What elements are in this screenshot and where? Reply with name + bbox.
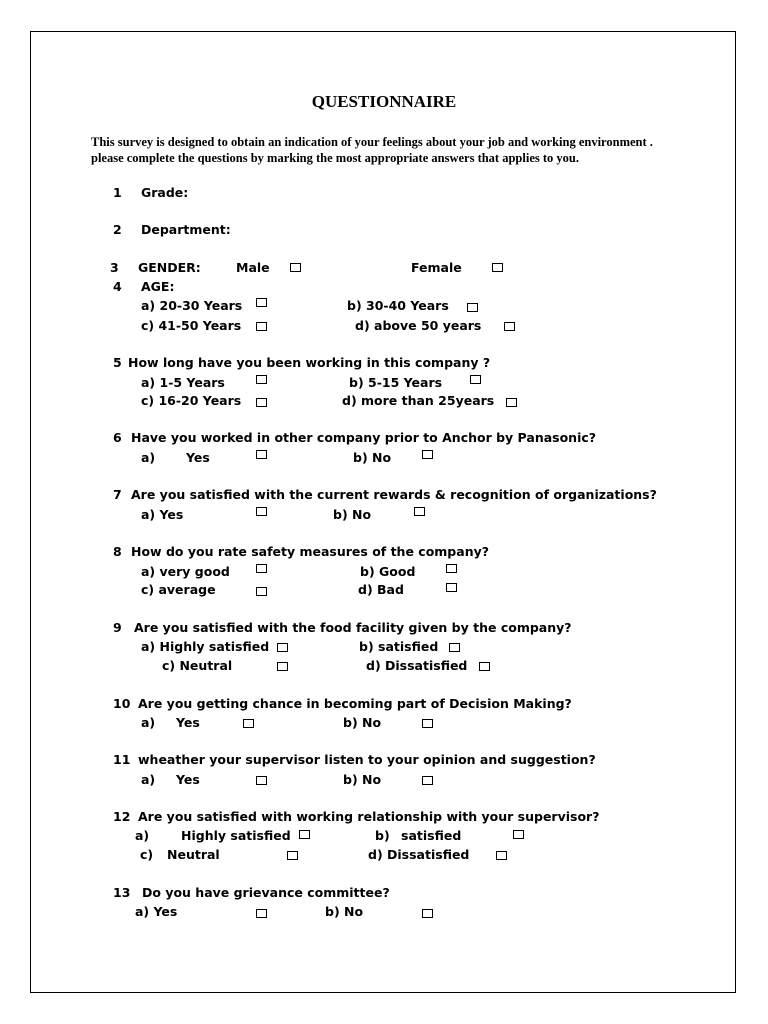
q5-number: 5 bbox=[113, 355, 122, 370]
q9-a-checkbox[interactable] bbox=[277, 643, 288, 652]
q5-option-d: d) more than 25years bbox=[342, 393, 495, 408]
q11-yes-checkbox[interactable] bbox=[256, 776, 267, 785]
q9-option-a: a) Highly satisfied bbox=[141, 639, 270, 654]
q8-option-b: b) Good bbox=[360, 564, 416, 579]
q10-text: Are you getting chance in becoming part of Decision Making? bbox=[138, 696, 572, 711]
q13-yes-checkbox[interactable] bbox=[256, 909, 267, 918]
q11-option-yes: Yes bbox=[176, 772, 200, 787]
q10-option-b: b) No bbox=[343, 715, 382, 730]
q3-text: GENDER: bbox=[138, 260, 201, 275]
q8-d-checkbox[interactable] bbox=[446, 583, 457, 592]
q9-option-b: b) satisfied bbox=[359, 639, 439, 654]
q6-option-a: a) bbox=[141, 450, 156, 465]
q11-option-b: b) No bbox=[343, 772, 382, 787]
q12-number: 12 bbox=[113, 809, 131, 824]
q5-text: How long have you been working in this company ? bbox=[128, 355, 491, 370]
q5-d-checkbox[interactable] bbox=[506, 398, 517, 407]
q12-c-checkbox[interactable] bbox=[287, 851, 298, 860]
q1-text: Grade: bbox=[141, 185, 189, 200]
q10-option-a: a) bbox=[141, 715, 156, 730]
q4-option-d: d) above 50 years bbox=[355, 318, 482, 333]
q8-option-c: c) average bbox=[141, 582, 216, 597]
q12-option-c: c) bbox=[140, 847, 154, 862]
q5-option-c: c) 16-20 Years bbox=[141, 393, 242, 408]
q8-text: How do you rate safety measures of the company? bbox=[131, 544, 489, 559]
q12-option-d: d) Dissatisfied bbox=[368, 847, 470, 862]
q5-option-b: b) 5-15 Years bbox=[349, 375, 443, 390]
q7-text: Are you satisfied with the current rewards & recognition of organizations? bbox=[131, 487, 657, 502]
q4-text: AGE: bbox=[141, 279, 175, 294]
q7-number: 7 bbox=[113, 487, 122, 502]
q5-b-checkbox[interactable] bbox=[470, 375, 481, 384]
q11-no-checkbox[interactable] bbox=[422, 776, 433, 785]
intro-line-2: please complete the questions by marking the most appropriate answers that applies to you. bbox=[91, 151, 579, 165]
q4-option-c: c) 41-50 Years bbox=[141, 318, 242, 333]
q13-option-b: b) No bbox=[325, 904, 364, 919]
q4-c-checkbox[interactable] bbox=[256, 322, 267, 331]
q11-text: wheather your supervisor listen to your opinion and suggestion? bbox=[138, 752, 596, 767]
q5-a-checkbox[interactable] bbox=[256, 375, 267, 384]
q9-option-d: d) Dissatisfied bbox=[366, 658, 468, 673]
q12-option-a: a) bbox=[135, 828, 150, 843]
q5-option-a: a) 1-5 Years bbox=[141, 375, 225, 390]
page-title: QUESTIONNAIRE bbox=[311, 92, 457, 111]
q4-option-b: b) 30-40 Years bbox=[347, 298, 449, 313]
q11-option-a: a) bbox=[141, 772, 156, 787]
q12-option-neutral: Neutral bbox=[167, 847, 220, 862]
q6-text: Have you worked in other company prior to Anchor by Panasonic? bbox=[131, 430, 597, 445]
q3-female-checkbox[interactable] bbox=[492, 263, 503, 272]
q6-no-checkbox[interactable] bbox=[422, 450, 433, 459]
q13-option-a: a) Yes bbox=[135, 904, 178, 919]
q10-number: 10 bbox=[113, 696, 131, 711]
q3-option-female: Female bbox=[411, 260, 462, 275]
q6-yes-checkbox[interactable] bbox=[256, 450, 267, 459]
q6-option-b: b) No bbox=[353, 450, 392, 465]
q8-a-checkbox[interactable] bbox=[256, 564, 267, 573]
q12-d-checkbox[interactable] bbox=[496, 851, 507, 860]
q4-d-checkbox[interactable] bbox=[504, 322, 515, 331]
q8-option-d: d) Bad bbox=[358, 582, 404, 597]
q3-option-male: Male bbox=[236, 260, 270, 275]
q7-option-b: b) No bbox=[333, 507, 372, 522]
q1-number: 1 bbox=[113, 185, 122, 200]
q7-no-checkbox[interactable] bbox=[414, 507, 425, 516]
q6-option-yes: Yes bbox=[186, 450, 210, 465]
q2-number: 2 bbox=[113, 222, 122, 237]
q4-a-checkbox[interactable] bbox=[256, 298, 267, 307]
q3-male-checkbox[interactable] bbox=[290, 263, 301, 272]
q13-no-checkbox[interactable] bbox=[422, 909, 433, 918]
q4-b-checkbox[interactable] bbox=[467, 303, 478, 312]
q12-text: Are you satisfied with working relationship with your supervisor? bbox=[138, 809, 600, 824]
q6-number: 6 bbox=[113, 430, 122, 445]
q10-no-checkbox[interactable] bbox=[422, 719, 433, 728]
q12-b-checkbox[interactable] bbox=[513, 830, 524, 839]
q9-text: Are you satisfied with the food facility given by the company? bbox=[134, 620, 572, 635]
q5-c-checkbox[interactable] bbox=[256, 398, 267, 407]
q9-b-checkbox[interactable] bbox=[449, 643, 460, 652]
q11-number: 11 bbox=[113, 752, 131, 767]
q4-number: 4 bbox=[113, 279, 122, 294]
q8-number: 8 bbox=[113, 544, 122, 559]
q9-number: 9 bbox=[113, 620, 122, 635]
q13-text: Do you have grievance committee? bbox=[142, 885, 390, 900]
q10-option-yes: Yes bbox=[176, 715, 200, 730]
q12-option-b: b) bbox=[375, 828, 390, 843]
q13-number: 13 bbox=[113, 885, 131, 900]
q7-yes-checkbox[interactable] bbox=[256, 507, 267, 516]
q12-option-highly-satisfied: Highly satisfied bbox=[181, 828, 291, 843]
q8-option-a: a) very good bbox=[141, 564, 230, 579]
q9-c-checkbox[interactable] bbox=[277, 662, 288, 671]
q9-d-checkbox[interactable] bbox=[479, 662, 490, 671]
q12-option-satisfied: satisfied bbox=[401, 828, 462, 843]
q9-option-c: c) Neutral bbox=[162, 658, 233, 673]
q8-b-checkbox[interactable] bbox=[446, 564, 457, 573]
q12-a-checkbox[interactable] bbox=[299, 830, 310, 839]
q4-option-a: a) 20-30 Years bbox=[141, 298, 243, 313]
q10-yes-checkbox[interactable] bbox=[243, 719, 254, 728]
q7-option-a: a) Yes bbox=[141, 507, 184, 522]
intro-line-1: This survey is designed to obtain an indication of your feelings about your job and working environment . bbox=[91, 135, 653, 149]
q3-number: 3 bbox=[110, 260, 119, 275]
q2-text: Department: bbox=[141, 222, 231, 237]
q8-c-checkbox[interactable] bbox=[256, 587, 267, 596]
